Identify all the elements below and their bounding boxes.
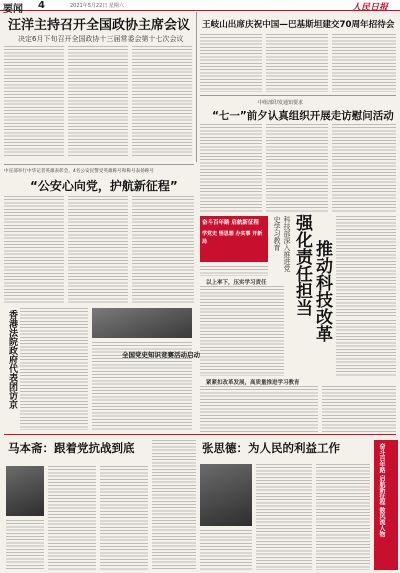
- news-photo: [92, 308, 192, 338]
- gongan-body-col3: [132, 196, 194, 304]
- gongan-kicker: 中宣部举行中华记者英雄表彰会，4名公安民警受英雄称号和称号表扬称号: [4, 169, 154, 174]
- pakistan-body-col3: [332, 34, 396, 92]
- section-divider: [200, 95, 396, 96]
- pakistan-body-col1: [200, 34, 262, 92]
- wang-yang-headline[interactable]: 汪洋主持召开全国政协主席会议: [8, 18, 191, 33]
- zhang-side-body-col2: [256, 464, 312, 570]
- ma-benzhai-headline[interactable]: 马本斋：跟着党抗战到底: [8, 441, 135, 455]
- newspaper-logo: 人民日报: [352, 3, 389, 13]
- qiyi-kicker: 中组部印发通知要求: [258, 100, 304, 106]
- series-banner: [374, 440, 398, 570]
- tech-headline-line1[interactable]: 强化责任担当: [292, 214, 312, 316]
- qiyi-body-col1: [200, 124, 262, 212]
- banner-line1: 奋斗百年路 启航新征程: [202, 220, 259, 226]
- masthead-bar: [0, 0, 400, 11]
- page-number: 4: [38, 0, 45, 11]
- zhang-side-headline[interactable]: 张思德：为人民的利益工作: [202, 441, 340, 455]
- zhang-side-portrait: [200, 464, 252, 526]
- zhang-side-body-col3: [316, 464, 370, 570]
- wang-yang-body-col3: [132, 46, 192, 158]
- pakistan-headline[interactable]: 王岐山出席庆祝中国—巴基斯坦建交70周年招待会: [202, 20, 395, 30]
- gongan-headline[interactable]: “公安心向党，护航新征程”: [30, 179, 178, 193]
- qiyi-headline[interactable]: “七一”前夕认真组织开展走访慰问活动: [212, 110, 394, 122]
- ma-benzhai-body-col4: [152, 440, 196, 570]
- tech-body-col4: [322, 386, 396, 432]
- side-column-headline[interactable]: 香港法院政府代表团访京: [7, 310, 17, 409]
- ma-benzhai-body-col1: [6, 520, 44, 570]
- qiyi-body-col2: [266, 124, 328, 212]
- wang-yang-body-col2: [68, 46, 128, 158]
- pakistan-body-col2: [266, 34, 328, 92]
- column-divider: [196, 12, 197, 162]
- ma-benzhai-body-col3: [100, 466, 148, 570]
- banner-caption: [200, 266, 268, 276]
- issue-date: 2021年5月22日 星期六: [70, 3, 124, 9]
- tech-headline-line2[interactable]: 推动科技改革: [312, 240, 332, 342]
- tech-vertical-kicker: 科技部深入推进党史学习教育: [273, 216, 291, 272]
- tech-body-col2: [200, 386, 318, 432]
- zhang-side-body-col1: [200, 530, 252, 570]
- tech-body-top: [336, 216, 396, 316]
- side-column-body: [20, 308, 88, 430]
- section-divider: [4, 164, 194, 165]
- wang-yang-subheadline: 决定6月下旬召开全国政协十三届常委会第十七次会议: [18, 35, 184, 43]
- tech-body-col3: [336, 320, 396, 376]
- tech-body-col1: [200, 286, 284, 376]
- tech-subhead-2: 紧紧扣改革发展，高质量推进学习教育: [206, 380, 300, 386]
- section-rule: [4, 434, 396, 435]
- gongan-body-col2: [68, 196, 128, 304]
- section-name: 要闻: [3, 4, 23, 15]
- qiyi-body-col3: [332, 124, 396, 212]
- ma-benzhai-body-col2: [48, 466, 96, 570]
- ma-benzhai-portrait: [6, 466, 44, 516]
- banner-line2: 学党史 悟思想 办实事 开新局: [202, 231, 263, 245]
- party-history-banner: [200, 216, 268, 262]
- tech-subhead-1: 以上率下，压实学习责任: [206, 280, 267, 286]
- quiz-headline[interactable]: 全国党史知识竞赛活动启动: [122, 351, 200, 359]
- wang-yang-body-col1: [4, 46, 64, 158]
- gongan-body-col1: [4, 196, 64, 304]
- series-banner-text: 奋斗百年路 启航新征程 数风流人物: [378, 443, 385, 538]
